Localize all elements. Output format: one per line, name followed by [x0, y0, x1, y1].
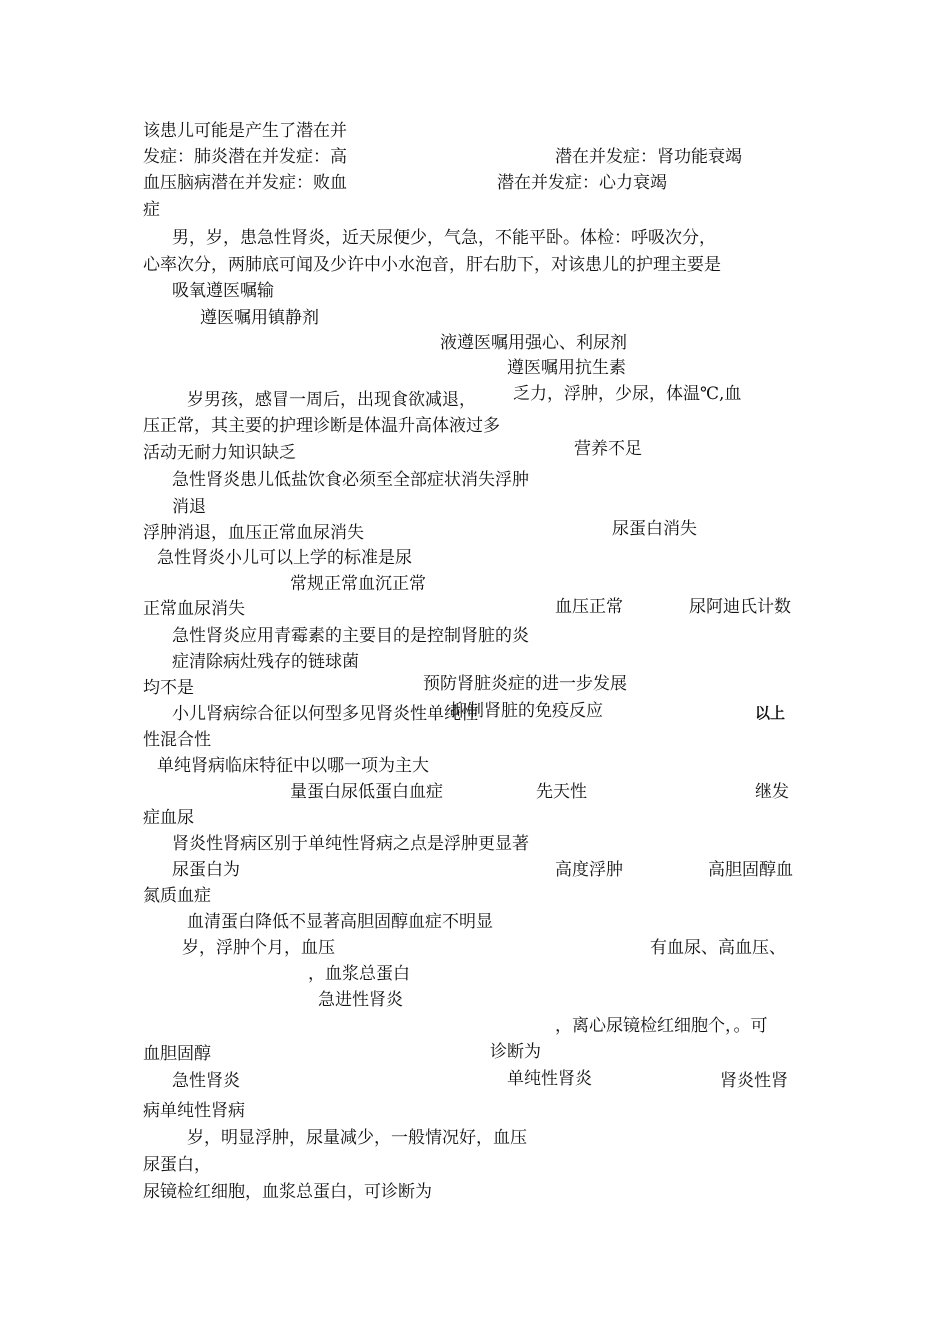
text-line: 吸氧遵医嘱输 [172, 281, 274, 301]
text-line: 潜在并发症：肾功能衰竭 [555, 147, 742, 167]
text-line: 高度浮肿 [555, 860, 623, 880]
text-line: 诊断为 [490, 1042, 541, 1062]
text-line: 尿蛋白消失 [612, 519, 697, 539]
text-line: 正常血尿消失 [143, 599, 245, 619]
text-line: 症血尿 [143, 808, 194, 828]
text-line: 液遵医嘱用强心、利尿剂 [440, 333, 627, 353]
text-line: 遵医嘱用抗生素 [507, 358, 626, 378]
text-line: 高胆固醇血 [708, 860, 793, 880]
text-line: 岁，明显浮肿，尿量减少，一般情况好，血压 [187, 1128, 527, 1148]
text-line: 浮肿消退，血压正常血尿消失 [143, 523, 364, 543]
text-line: 该患儿可能是产生了潜在并 [143, 121, 347, 141]
text-line: 症 [143, 200, 160, 220]
text-line: 有血尿、高血压、 [650, 938, 786, 958]
text-line: 急性肾炎小儿可以上学的标准是尿 [157, 548, 412, 568]
text-line: 血压脑病潜在并发症：败血 [143, 173, 347, 193]
text-line: 病单纯性肾病 [143, 1101, 245, 1121]
text-line: 尿阿迪氏计数 [689, 597, 791, 617]
text-line: 发症：肺炎潜在并发症：高 [143, 147, 347, 167]
text-line: 单纯肾病临床特征中以哪一项为主大 [157, 756, 429, 776]
text-line: 血清蛋白降低不显著高胆固醇血症不明显 [187, 912, 493, 932]
text-line: 预防肾脏炎症的进一步发展 [423, 674, 627, 694]
text-line: 量蛋白尿低蛋白血症 [290, 782, 443, 802]
text-line: 以上 [755, 704, 786, 722]
text-line: 乏力，浮肿，少尿，体温℃,血 [513, 384, 742, 404]
text-line: 血压正常 [555, 597, 623, 617]
text-line: 急性肾炎 [172, 1071, 240, 1091]
text-line: 均不是 [143, 678, 194, 698]
text-line: 氮质血症 [143, 886, 211, 906]
text-line: 潜在并发症：心力衰竭 [497, 173, 667, 193]
text-line: 遵医嘱用镇静剂 [200, 308, 319, 328]
text-line: 尿镜检红细胞，血浆总蛋白，可诊断为 [143, 1182, 432, 1202]
text-line: 急性肾炎患儿低盐饮食必须至全部症状消失浮肿 [172, 470, 529, 490]
text-line: 压正常，其主要的护理诊断是体温升高体液过多 [143, 416, 500, 436]
text-line: 抑制肾脏的免疫反应 [450, 701, 603, 721]
text-line: 岁，浮肿个月，血压 [182, 938, 335, 958]
text-line: ，离心尿镜检红细胞个，。可 [555, 1016, 768, 1036]
text-line: 血胆固醇 [143, 1044, 211, 1064]
text-line: 急进性肾炎 [318, 990, 403, 1010]
text-line: 心率次分，两肺底可闻及少许中小水泡音，肝右肋下，对该患儿的护理主要是 [143, 255, 721, 275]
text-line: 继发 [755, 782, 789, 802]
text-line: 性混合性 [143, 730, 211, 750]
text-line: 尿蛋白为 [172, 860, 240, 880]
text-line: 小儿肾病综合征以何型多见肾炎性单纯性 [172, 704, 478, 724]
text-line: 活动无耐力知识缺乏 [143, 443, 296, 463]
text-line: ，血浆总蛋白 [308, 964, 410, 984]
text-line: 肾炎性肾病区别于单纯性肾病之点是浮肿更显著 [172, 834, 529, 854]
text-line: 先天性 [536, 782, 587, 802]
text-line: 岁男孩，感冒一周后，出现食欲减退， [187, 390, 476, 410]
text-line: 消退 [172, 497, 206, 517]
text-line: 肾炎性肾 [720, 1071, 788, 1091]
text-line: 尿蛋白， [143, 1155, 211, 1175]
text-line: 男，岁，患急性肾炎，近天尿便少，气急，不能平卧。体检：呼吸次分， [172, 228, 716, 248]
text-line: 急性肾炎应用青霉素的主要目的是控制肾脏的炎 [172, 626, 529, 646]
text-line: 症清除病灶残存的链球菌 [172, 652, 359, 672]
text-line: 常规正常血沉正常 [290, 574, 426, 594]
text-line: 营养不足 [574, 439, 642, 459]
text-line: 单纯性肾炎 [507, 1069, 592, 1089]
